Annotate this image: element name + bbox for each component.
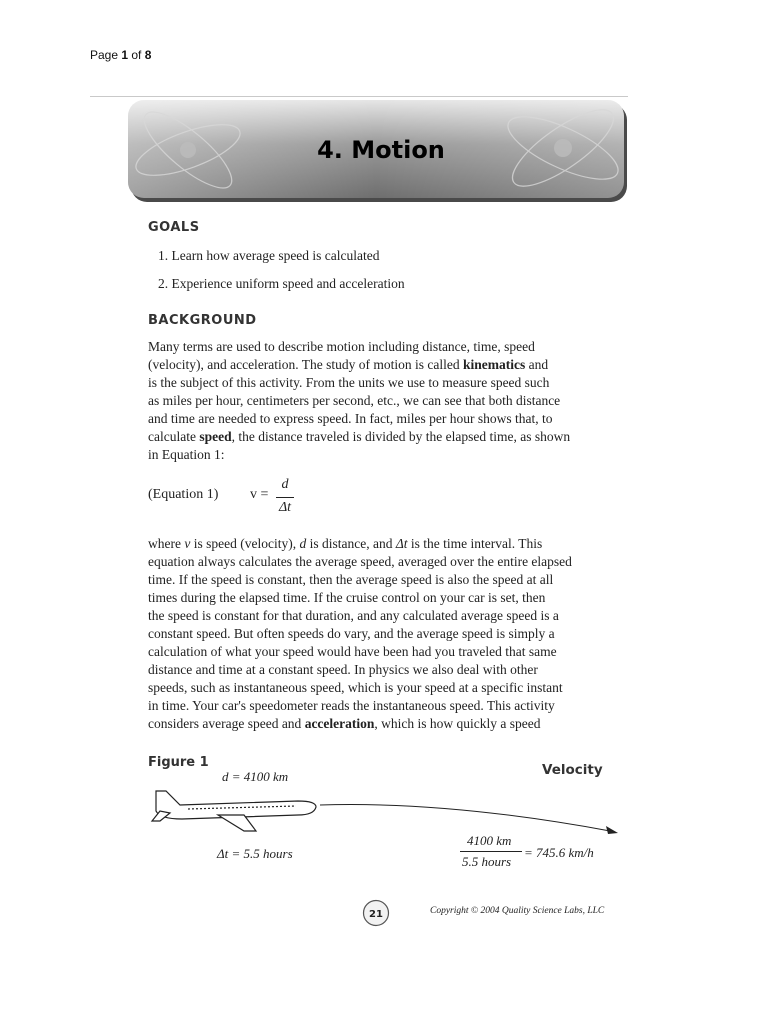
equation-lhs: v =: [250, 487, 269, 502]
text-run: where: [148, 536, 185, 551]
page-of: of: [128, 48, 145, 62]
page-number-badge: [362, 899, 390, 927]
figure-result: = 745.6 km/h: [524, 845, 594, 860]
paragraph-line: [148, 571, 608, 589]
emphasized-term: Δt: [395, 536, 408, 551]
text-run: , the distance traveled is divided by the elapsed time, as shown: [231, 429, 571, 444]
emphasized-term: acceleration: [304, 716, 375, 731]
page-label: Page: [90, 48, 122, 62]
figure-label: Figure 1: [148, 755, 209, 770]
text-run: calculate: [148, 429, 200, 444]
text-run: and time are needed to express speed. In fact, miles per hour shows that, to: [148, 411, 553, 426]
background-paragraph-2: [148, 535, 608, 733]
paragraph-line: [148, 607, 608, 625]
paragraph-line: [148, 553, 608, 571]
text-run: and: [525, 357, 549, 372]
emphasized-term: d: [299, 536, 307, 551]
emphasized-term: v: [184, 536, 191, 551]
text-run: considers average speed and: [148, 716, 305, 731]
text-run: distance and time at a constant speed. In physics we also deal with other: [148, 662, 538, 677]
text-run: times during the elapsed time. If the cruise control on your car is set, then: [148, 590, 546, 605]
text-run: as miles per hour, centimeters per second, etc., we can see that both distance: [148, 393, 561, 408]
copyright-notice: Copyright © 2004 Quality Science Labs, LLC: [430, 906, 605, 916]
figure-time: Δt = 5.5 hours: [217, 846, 293, 861]
equation-numerator: d: [281, 477, 289, 492]
paragraph-line: [148, 392, 608, 410]
text-run: , which is how quickly a speed: [374, 716, 541, 731]
text-run: Many terms are used to describe motion including distance, time, speed: [148, 339, 535, 354]
emphasized-term: kinematics: [463, 357, 526, 372]
figure-fraction-denominator: 5.5 hours: [462, 854, 512, 869]
chapter-title: 4. Motion: [317, 136, 445, 164]
paragraph-line: [148, 446, 608, 464]
paragraph-line: [148, 535, 608, 553]
equation-label: (Equation 1): [148, 487, 219, 502]
text-run: is the subject of this activity. From the units we use to measure speed such: [148, 375, 550, 390]
goal-item-1: 1. Learn how average speed is calculated: [158, 248, 380, 263]
text-run: equation always calculates the average speed, averaged over the entire elapsed: [148, 554, 572, 569]
figure-fraction-bar: [460, 851, 522, 852]
equation-fraction-bar: [276, 497, 294, 498]
paragraph-line: [148, 661, 608, 679]
page-total: 8: [144, 48, 152, 62]
arrowhead-icon: [606, 826, 618, 834]
text-run: the speed is constant for that duration, and any calculated average speed is a: [148, 608, 559, 623]
title-banner: [128, 100, 630, 204]
text-run: time. If the speed is constant, then the average speed is also the speed at all: [148, 572, 554, 587]
text-run: speeds, such as instantaneous speed, which is your speed at a specific instant: [148, 680, 563, 695]
goal-item-2: 2. Experience uniform speed and acceleration: [158, 276, 405, 291]
text-run: in Equation 1:: [148, 447, 225, 462]
text-run: is distance, and: [306, 536, 396, 551]
paragraph-line: [148, 643, 608, 661]
paragraph-line: [148, 338, 608, 356]
page-indicator: [90, 48, 151, 62]
paragraph-line: [148, 589, 608, 607]
paragraph-line: [148, 428, 608, 446]
background-heading: BACKGROUND: [148, 313, 257, 328]
figure-illustration: [148, 785, 623, 835]
book-page-number: 21: [369, 909, 383, 920]
airplane-icon: [152, 791, 316, 831]
figure-distance: d = 4100 km: [222, 769, 289, 784]
header-divider: [90, 96, 628, 97]
figure-title: Velocity: [542, 762, 603, 778]
paragraph-line: [148, 697, 608, 715]
paragraph-line: [148, 625, 608, 643]
paragraph-line: [148, 679, 608, 697]
goals-heading: GOALS: [148, 220, 200, 235]
emphasized-term: speed: [199, 429, 232, 444]
paragraph-line: [148, 410, 608, 428]
text-run: is the time interval. This: [407, 536, 543, 551]
text-run: calculation of what your speed would have been had you traveled that same: [148, 644, 557, 659]
page-current: 1: [121, 48, 129, 62]
motion-path: [320, 805, 610, 831]
equation-denominator: Δt: [278, 500, 292, 515]
background-paragraph-1: [148, 338, 608, 464]
text-run: constant speed. But often speeds do vary, and the average speed is simply a: [148, 626, 555, 641]
paragraph-line: [148, 356, 608, 374]
paragraph-line: [148, 374, 608, 392]
text-run: in time. Your car's speedometer reads the instantaneous speed. This activity: [148, 698, 555, 713]
figure-fraction-numerator: 4100 km: [467, 833, 512, 848]
paragraph-line: [148, 715, 608, 733]
text-run: is speed (velocity),: [190, 536, 300, 551]
text-run: (velocity), and acceleration. The study of motion is called: [148, 357, 464, 372]
